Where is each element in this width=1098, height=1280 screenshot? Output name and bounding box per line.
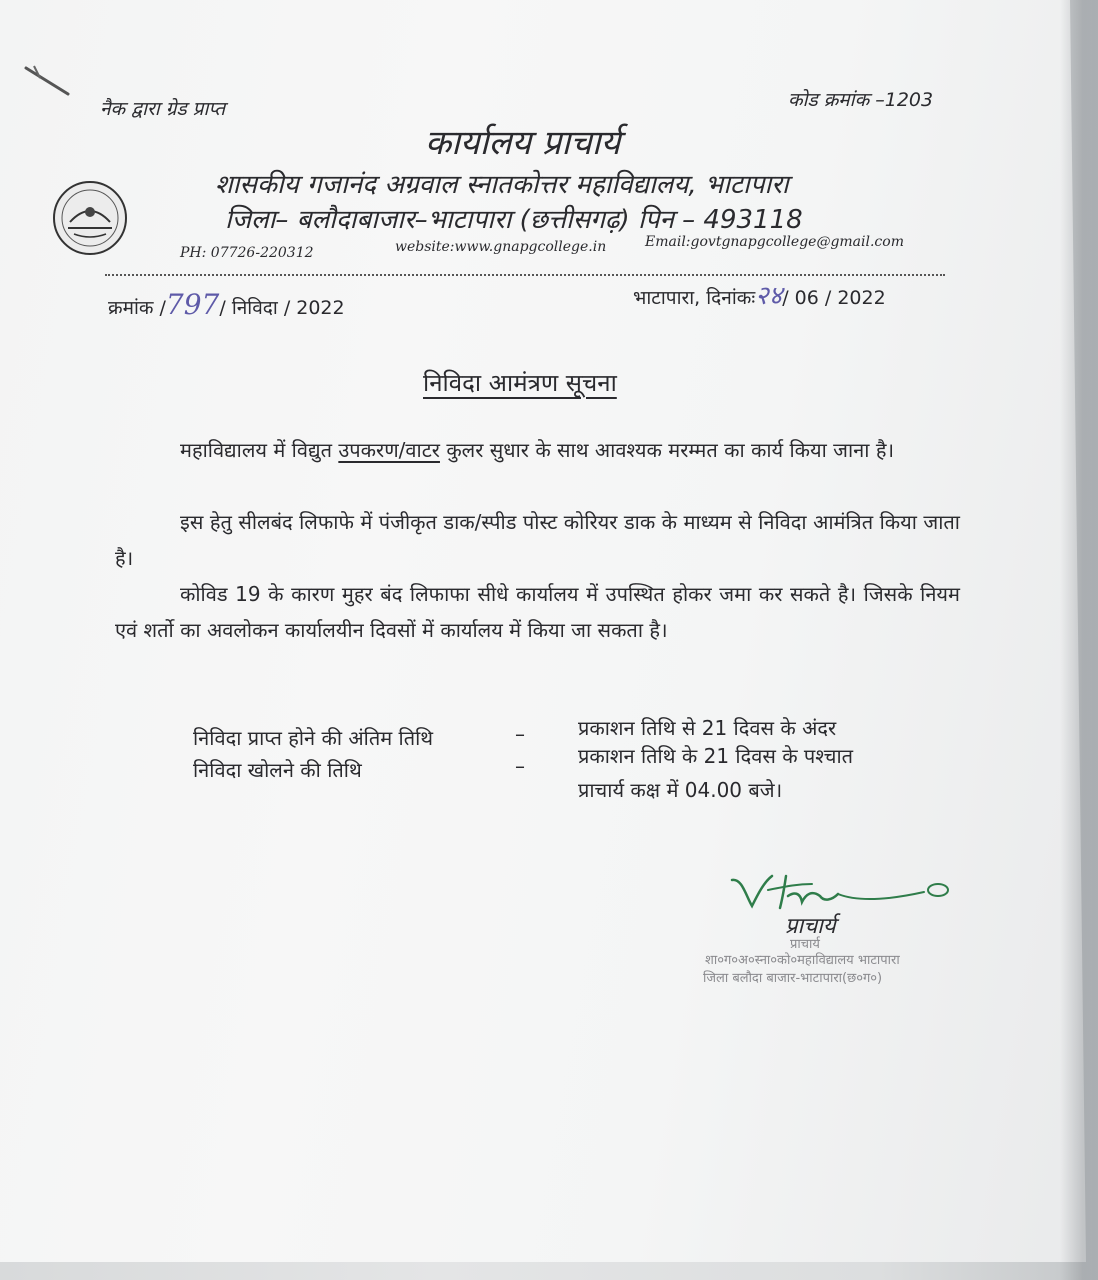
- website-text: website:www.gnapgcollege.in: [395, 239, 607, 255]
- paragraph-1: [115, 432, 960, 468]
- reference-suffix: / निविदा / 2022: [219, 297, 345, 319]
- college-emblem-icon: [40, 178, 140, 258]
- date-suffix: / 06 / 2022: [782, 287, 886, 309]
- district-pin: जिला– बलौदाबाजार–भाटापारा (छत्तीसगढ़) पिन – 493118: [225, 205, 803, 235]
- place-date-prefix: भाटापारा, दिनांकः: [633, 287, 756, 309]
- schedule-row-2-value: प्रकाशन तिथि के 21 दिवस के पश्चात: [578, 744, 854, 768]
- schedule-row-2-dash: –: [515, 754, 525, 778]
- seal-line-1: शा०ग०अ०स्ना०को०महाविद्यालय भाटापारा: [705, 953, 900, 968]
- page-edge-shadow: [1060, 0, 1098, 1280]
- college-name: शासकीय गजानंद अग्रवाल स्नातकोत्तर महाविद्यालय, भाटापारा: [215, 170, 789, 200]
- email-text: Email:govtgnapgcollege@gmail.com: [645, 234, 904, 250]
- reference-prefix: क्रमांक /: [108, 297, 166, 319]
- paragraph-1-start: महाविद्यालय में विद्युत: [180, 438, 339, 462]
- schedule-row-1-dash: –: [515, 722, 525, 746]
- reference-number: [108, 288, 345, 321]
- schedule-row-2-label: निविदा खोलने की तिथि: [193, 758, 362, 782]
- schedule-extra-text: प्राचार्य कक्ष में 04.00 बजे।: [578, 778, 783, 802]
- seal-title: प्राचार्य: [790, 937, 820, 952]
- office-title: कार्यालय प्राचार्य: [425, 123, 621, 163]
- naac-grade-text: नैक द्वारा ग्रेड प्राप्त: [100, 98, 226, 120]
- place-date: [633, 276, 886, 312]
- schedule-row-1-value: प्रकाशन तिथि से 21 दिवस के अंदर: [578, 716, 837, 740]
- paragraph-1-underlined: उपकरण/वाटर: [338, 438, 440, 462]
- code-number-text: कोड क्रमांक –1203: [788, 89, 934, 111]
- paragraph-3: कोविड 19 के कारण मुहर बंद लिफाफा सीधे कार्यालय में उपस्थित होकर जमा कर सकते है। जिसके नियम एवं शर्तो का अवलोकन कार्यालयीन दिवसों में कार्यालय में किया जा सकता है।: [115, 582, 960, 642]
- paragraph-2: इस हेतु सीलबंद लिफाफे में पंजीकृत डाक/स्पीड पोस्ट कोरियर डाक के माध्यम से निविदा आमंत्रित किया जाता है।: [115, 510, 960, 570]
- paper-pin-icon: [22, 60, 72, 100]
- reference-handwritten-number: 797: [165, 288, 220, 321]
- notice-title: निविदा आमंत्रण सूचना: [423, 369, 617, 397]
- handwritten-day: २४: [755, 281, 783, 311]
- signature-title: प्राचार्य: [785, 914, 836, 939]
- seal-line-2: जिला बलौदा बाजार-भाटापारा(छ०ग०): [703, 971, 883, 986]
- phone-text: PH: 07726-220312: [180, 245, 314, 261]
- schedule-row-1-label: निविदा प्राप्त होने की अंतिम तिथि: [193, 726, 434, 750]
- paragraph-1-end: कुलर सुधार के साथ आवश्यक मरम्मत का कार्य किया जाना है।: [439, 438, 895, 462]
- principal-signature-icon: [728, 868, 953, 918]
